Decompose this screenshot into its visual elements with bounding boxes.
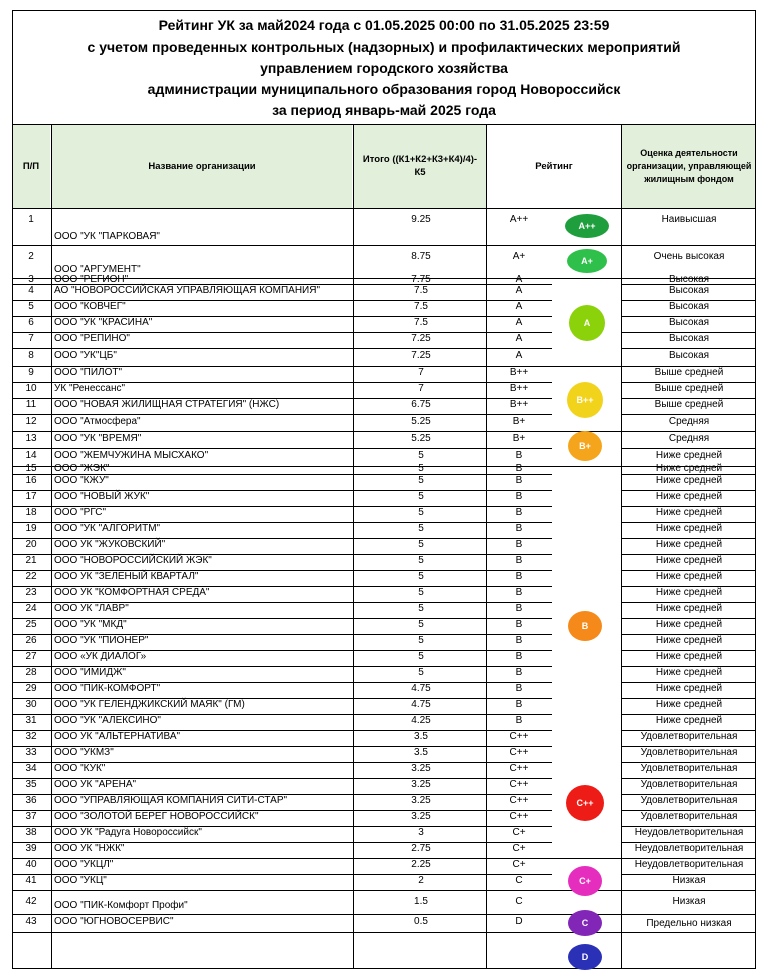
grid-row-line xyxy=(12,348,552,349)
rating-value: В xyxy=(515,603,523,614)
organization-name: ООО "КОВЧЕГ" xyxy=(54,301,126,312)
evaluation-text: Очень высокая xyxy=(653,251,725,262)
total-score: 9.25 xyxy=(411,214,431,225)
row-number: 24 xyxy=(25,603,37,614)
evaluation-text: Неудовлетворительная xyxy=(634,859,744,870)
evaluation-text: Выше средней xyxy=(654,383,724,394)
evaluation-text: Ниже средней xyxy=(655,507,723,518)
organization-name: ООО "НОВОРОССИЙСКИЙ ЖЭК" xyxy=(54,555,212,566)
evaluation-text: Удовлетворительная xyxy=(640,763,738,774)
organization-name: ООО "ЗОЛОТОЙ БЕРЕГ НОВОРОССИЙСК" xyxy=(54,811,259,822)
grid-row-line xyxy=(12,124,756,125)
evaluation-text: Удовлетворительная xyxy=(640,811,738,822)
rating-value: В xyxy=(515,539,523,550)
total-score: 5 xyxy=(418,619,424,630)
rating-value: В xyxy=(515,523,523,534)
evaluation-text: Ниже средней xyxy=(655,463,723,474)
organization-name: ООО "ЮГНОВОСЕРВИС" xyxy=(54,916,174,927)
rating-badge: A+ xyxy=(567,249,607,273)
row-number: 38 xyxy=(25,827,37,838)
total-score: 5 xyxy=(418,491,424,502)
row-number: 2 xyxy=(28,251,34,262)
rating-value: В++ xyxy=(509,399,529,410)
organization-name: ООО УК "АРЕНА" xyxy=(54,779,137,790)
total-score: 4.25 xyxy=(411,715,431,726)
total-score: 4.75 xyxy=(411,699,431,710)
rating-value: С+ xyxy=(512,843,526,854)
rating-value: В xyxy=(515,619,523,630)
rating-value: С++ xyxy=(509,779,529,790)
row-number: 7 xyxy=(28,333,34,344)
rating-badge: C xyxy=(568,910,602,936)
evaluation-text: Ниже средней xyxy=(655,651,723,662)
organization-name: ООО "УК "ПАРКОВАЯ" xyxy=(54,231,160,242)
grid-row-line xyxy=(12,208,756,209)
organization-name: ООО УК "ЗЕЛЕНЫЙ КВАРТАЛ" xyxy=(54,571,199,582)
organization-name: ООО УК "Радуга Новороссийск" xyxy=(54,827,202,838)
rating-value: А xyxy=(515,274,523,285)
evaluation-text: Ниже средней xyxy=(655,587,723,598)
row-number: 5 xyxy=(28,301,34,312)
evaluation-text: Ниже средней xyxy=(655,475,723,486)
evaluation-text: Ниже средней xyxy=(655,635,723,646)
header-total: Итого ((К1+К2+К3+К4)/4)-К5 xyxy=(362,154,478,178)
evaluation-text: Высокая xyxy=(668,350,710,361)
rating-value: D xyxy=(515,916,523,927)
organization-name: ООО "НОВЫЙ ЖУК" xyxy=(54,491,150,502)
evaluation-text: Средняя xyxy=(668,416,710,427)
evaluation-text: Высокая xyxy=(668,317,710,328)
organization-name: ООО "УК "АЛГОРИТМ" xyxy=(54,523,161,534)
row-number: 3 xyxy=(28,274,34,285)
total-score: 5 xyxy=(418,555,424,566)
total-score: 3.25 xyxy=(411,763,431,774)
total-score: 7 xyxy=(418,367,424,378)
grid-row-line xyxy=(12,448,552,449)
total-score: 3.5 xyxy=(414,731,428,742)
row-number: 6 xyxy=(28,317,34,328)
organization-name: ООО "ПИЛОТ" xyxy=(54,367,123,378)
evaluation-text: Выше средней xyxy=(654,399,724,410)
evaluation-text: Неудовлетворительная xyxy=(634,827,744,838)
organization-name: ООО «УК ДИАЛОГ» xyxy=(54,651,147,662)
rating-value: С+ xyxy=(512,827,526,838)
evaluation-text: Высокая xyxy=(668,333,710,344)
organization-name: ООО "УК "АЛЕКСИНО" xyxy=(54,715,161,726)
rating-badge: C++ xyxy=(566,785,604,821)
row-number: 42 xyxy=(25,896,37,907)
rating-value: В xyxy=(515,571,523,582)
grid-row-line xyxy=(12,932,756,933)
rating-badge: B++ xyxy=(567,382,603,418)
rating-value: В xyxy=(515,651,523,662)
rating-value: С+ xyxy=(512,859,526,870)
row-number: 8 xyxy=(28,350,34,361)
rating-value: С++ xyxy=(509,795,529,806)
total-score: 5 xyxy=(418,635,424,646)
row-number: 14 xyxy=(25,450,37,461)
organization-name: ООО "УК "ВРЕМЯ" xyxy=(54,433,142,444)
total-score: 7.25 xyxy=(411,333,431,344)
rating-sheet xyxy=(12,10,756,968)
evaluation-text: Ниже средней xyxy=(655,523,723,534)
evaluation-text: Ниже средней xyxy=(655,555,723,566)
grid-row-line xyxy=(621,414,756,415)
evaluation-text: Ниже средней xyxy=(655,699,723,710)
rating-value: С xyxy=(515,875,523,886)
organization-name: ООО УК "АЛЬТЕРНАТИВА" xyxy=(54,731,181,742)
evaluation-text: Предельно низкая xyxy=(646,918,732,929)
total-score: 7.25 xyxy=(411,350,431,361)
row-number: 32 xyxy=(25,731,37,742)
organization-name: ООО "УКМЗ" xyxy=(54,747,114,758)
organization-name: ООО "УКЦЛ" xyxy=(54,859,114,870)
total-score: 3.5 xyxy=(414,747,428,758)
evaluation-text: Высокая xyxy=(668,285,710,296)
evaluation-text: Неудовлетворительная xyxy=(634,843,744,854)
evaluation-text: Удовлетворительная xyxy=(640,795,738,806)
row-number: 34 xyxy=(25,763,37,774)
grid-row-line xyxy=(12,914,756,915)
rating-value: В xyxy=(515,699,523,710)
row-number: 36 xyxy=(25,795,37,806)
organization-name: ООО "ЖЕМЧУЖИНА МЫСХАКО" xyxy=(54,450,209,461)
total-score: 7 xyxy=(418,383,424,394)
evaluation-text: Высокая xyxy=(668,301,710,312)
evaluation-text: Ниже средней xyxy=(655,491,723,502)
rating-value: А++ xyxy=(509,214,529,225)
row-number: 19 xyxy=(25,523,37,534)
total-score: 3.25 xyxy=(411,795,431,806)
rating-value: А xyxy=(515,333,523,344)
organization-name: УК "Ренессанс" xyxy=(54,383,126,394)
rating-value: В xyxy=(515,667,523,678)
rating-value: А xyxy=(515,285,523,296)
grid-row-line xyxy=(12,890,756,891)
row-number: 10 xyxy=(25,383,37,394)
header-rating: Рейтинг xyxy=(535,160,573,172)
total-score: 7.75 xyxy=(411,274,431,285)
total-score: 5 xyxy=(418,651,424,662)
evaluation-text: Удовлетворительная xyxy=(640,779,738,790)
organization-name: ООО "РГС" xyxy=(54,507,107,518)
title-line-5: за период январь-май 2025 года xyxy=(272,102,496,118)
rating-value: В+ xyxy=(512,416,526,427)
organization-name: ООО "УК ГЕЛЕНДЖИКСКИЙ МАЯК" (ГМ) xyxy=(54,699,245,710)
rating-value: В xyxy=(515,635,523,646)
row-number: 1 xyxy=(28,214,34,225)
evaluation-text: Низкая xyxy=(672,896,706,907)
total-score: 4.75 xyxy=(411,683,431,694)
rating-value: А xyxy=(515,301,523,312)
total-score: 5 xyxy=(418,587,424,598)
rating-value: С++ xyxy=(509,763,529,774)
organization-name: ООО "КЖУ" xyxy=(54,475,109,486)
title-line-4: администрации муниципального образования город Новороссийск xyxy=(147,81,621,97)
organization-name: ООО "РЕГИОН" xyxy=(54,274,129,285)
organization-name: ООО "ПИК-КОМФОРТ" xyxy=(54,683,161,694)
rating-value: А xyxy=(515,317,523,328)
total-score: 2 xyxy=(418,875,424,886)
row-number: 40 xyxy=(25,859,37,870)
evaluation-text: Средняя xyxy=(668,433,710,444)
total-score: 5 xyxy=(418,450,424,461)
organization-name: ООО "УКЦ" xyxy=(54,875,107,886)
rating-value: В xyxy=(515,507,523,518)
header-evaluation: Оценка деятельности организации, управляющей жилищным фондом xyxy=(626,147,752,184)
organization-name: ООО "ИМИДЖ" xyxy=(54,667,126,678)
total-score: 5.25 xyxy=(411,416,431,427)
header-num: П/П xyxy=(22,160,40,172)
total-score: 5 xyxy=(418,539,424,550)
rating-value: А+ xyxy=(512,251,526,262)
total-score: 3.25 xyxy=(411,779,431,790)
organization-name: ООО "АРГУМЕНТ" xyxy=(54,264,141,275)
rating-value: В xyxy=(515,587,523,598)
organization-name: ООО "ПИК-Комфорт Профи" xyxy=(54,900,188,911)
total-score: 5 xyxy=(418,475,424,486)
evaluation-text: Ниже средней xyxy=(655,683,723,694)
row-number: 26 xyxy=(25,635,37,646)
header-name: Название организации xyxy=(148,160,256,172)
row-number: 37 xyxy=(25,811,37,822)
grid-row-line xyxy=(621,348,756,349)
row-number: 11 xyxy=(25,399,37,410)
total-score: 5 xyxy=(418,603,424,614)
rating-value: С++ xyxy=(509,747,529,758)
rating-table xyxy=(12,124,756,968)
rating-value: В xyxy=(515,450,523,461)
grid-row-line xyxy=(12,245,756,246)
total-score: 5 xyxy=(418,463,424,474)
rating-value: В xyxy=(515,491,523,502)
rating-badge: D xyxy=(568,944,602,970)
rating-badge: B xyxy=(568,611,602,641)
organization-name: ООО УК "НЖК" xyxy=(54,843,125,854)
organization-name: ООО "УК "КРАСИНА" xyxy=(54,317,153,328)
title-block xyxy=(12,10,756,125)
title-line-1: Рейтинг УК за май2024 года с 01.05.2025 00:00 по 31.05.2025 23:59 xyxy=(158,17,610,33)
rating-value: С xyxy=(515,896,523,907)
row-number: 33 xyxy=(25,747,37,758)
organization-name: ООО "УК"ЦБ" xyxy=(54,350,117,361)
organization-name: ООО УК "ЛАВР" xyxy=(54,603,129,614)
total-score: 7.5 xyxy=(414,285,428,296)
title-line-2: с учетом проведенных контрольных (надзорных) и профилактических мероприятий xyxy=(87,39,681,55)
total-score: 0.5 xyxy=(414,916,428,927)
row-number: 39 xyxy=(25,843,37,854)
row-number: 25 xyxy=(25,619,37,630)
row-number: 20 xyxy=(25,539,37,550)
rating-badge: C+ xyxy=(568,866,602,896)
rating-value: В xyxy=(515,715,523,726)
rating-badge: B+ xyxy=(568,431,602,461)
organization-name: ООО УК "ЖУКОВСКИЙ" xyxy=(54,539,166,550)
evaluation-text: Ниже средней xyxy=(655,667,723,678)
evaluation-text: Ниже средней xyxy=(655,603,723,614)
evaluation-text: Высокая xyxy=(668,274,710,285)
row-number: 15 xyxy=(25,463,37,474)
total-score: 2.75 xyxy=(411,843,431,854)
rating-value: В xyxy=(515,463,523,474)
row-number: 18 xyxy=(25,507,37,518)
rating-value: В++ xyxy=(509,383,529,394)
row-number: 22 xyxy=(25,571,37,582)
grid-row-line xyxy=(12,431,756,432)
organization-name: ООО "Атмосфера" xyxy=(54,416,141,427)
rating-value: С++ xyxy=(509,731,529,742)
organization-name: ООО "УК "ПИОНЕР" xyxy=(54,635,149,646)
row-number: 31 xyxy=(25,715,37,726)
total-score: 5.25 xyxy=(411,433,431,444)
evaluation-text: Низкая xyxy=(672,875,706,886)
row-number: 9 xyxy=(28,367,34,378)
row-number: 16 xyxy=(25,475,37,486)
row-number: 41 xyxy=(25,875,37,886)
row-number: 35 xyxy=(25,779,37,790)
row-number: 29 xyxy=(25,683,37,694)
total-score: 7.5 xyxy=(414,301,428,312)
row-number: 23 xyxy=(25,587,37,598)
organization-name: ООО "КУК" xyxy=(54,763,106,774)
row-number: 30 xyxy=(25,699,37,710)
evaluation-text: Ниже средней xyxy=(655,539,723,550)
rating-badge: A++ xyxy=(565,214,609,238)
rating-value: В xyxy=(515,555,523,566)
total-score: 6.75 xyxy=(411,399,431,410)
total-score: 5 xyxy=(418,507,424,518)
organization-name: ООО "УК "МКД" xyxy=(54,619,127,630)
evaluation-text: Удовлетворительная xyxy=(640,747,738,758)
organization-name: ООО "ЖЭК" xyxy=(54,463,110,474)
row-number: 27 xyxy=(25,651,37,662)
row-number: 13 xyxy=(25,433,37,444)
total-score: 3 xyxy=(418,827,424,838)
evaluation-text: Наивысшая xyxy=(661,214,717,225)
rating-value: С++ xyxy=(509,811,529,822)
row-number: 12 xyxy=(25,416,37,427)
title-line-3: управлением городского хозяйства xyxy=(260,60,508,76)
total-score: 5 xyxy=(418,667,424,678)
grid-row-line xyxy=(621,448,756,449)
rating-value: В+ xyxy=(512,433,526,444)
total-score: 2.25 xyxy=(411,859,431,870)
evaluation-text: Ниже средней xyxy=(655,619,723,630)
row-number: 43 xyxy=(25,916,37,927)
evaluation-text: Ниже средней xyxy=(655,715,723,726)
total-score: 5 xyxy=(418,571,424,582)
row-number: 17 xyxy=(25,491,37,502)
total-score: 1.5 xyxy=(414,896,428,907)
grid-row-line xyxy=(12,968,756,969)
evaluation-text: Ниже средней xyxy=(655,571,723,582)
rating-value: В xyxy=(515,475,523,486)
rating-value: В++ xyxy=(509,367,529,378)
organization-name: АО "НОВОРОССИЙСКАЯ УПРАВЛЯЮЩАЯ КОМПАНИЯ" xyxy=(54,285,320,296)
total-score: 8.75 xyxy=(411,251,431,262)
evaluation-text: Выше средней xyxy=(654,367,724,378)
rating-value: В xyxy=(515,683,523,694)
organization-name: ООО "НОВАЯ ЖИЛИЩНАЯ СТРАТЕГИЯ" (НЖС) xyxy=(54,399,280,410)
row-number: 4 xyxy=(28,285,34,296)
rating-badge: A xyxy=(569,305,605,341)
organization-name: ООО УК "КОМФОРТНАЯ СРЕДА" xyxy=(54,587,210,598)
rating-value: А xyxy=(515,350,523,361)
grid-row-line xyxy=(12,414,552,415)
row-number: 28 xyxy=(25,667,37,678)
total-score: 7.5 xyxy=(414,317,428,328)
row-number: 21 xyxy=(25,555,37,566)
organization-name: ООО "РЕПИНО" xyxy=(54,333,130,344)
organization-name: ООО "УПРАВЛЯЮЩАЯ КОМПАНИЯ СИТИ-СТАР" xyxy=(54,795,288,806)
evaluation-text: Ниже средней xyxy=(655,450,723,461)
total-score: 5 xyxy=(418,523,424,534)
evaluation-text: Удовлетворительная xyxy=(640,731,738,742)
total-score: 3.25 xyxy=(411,811,431,822)
